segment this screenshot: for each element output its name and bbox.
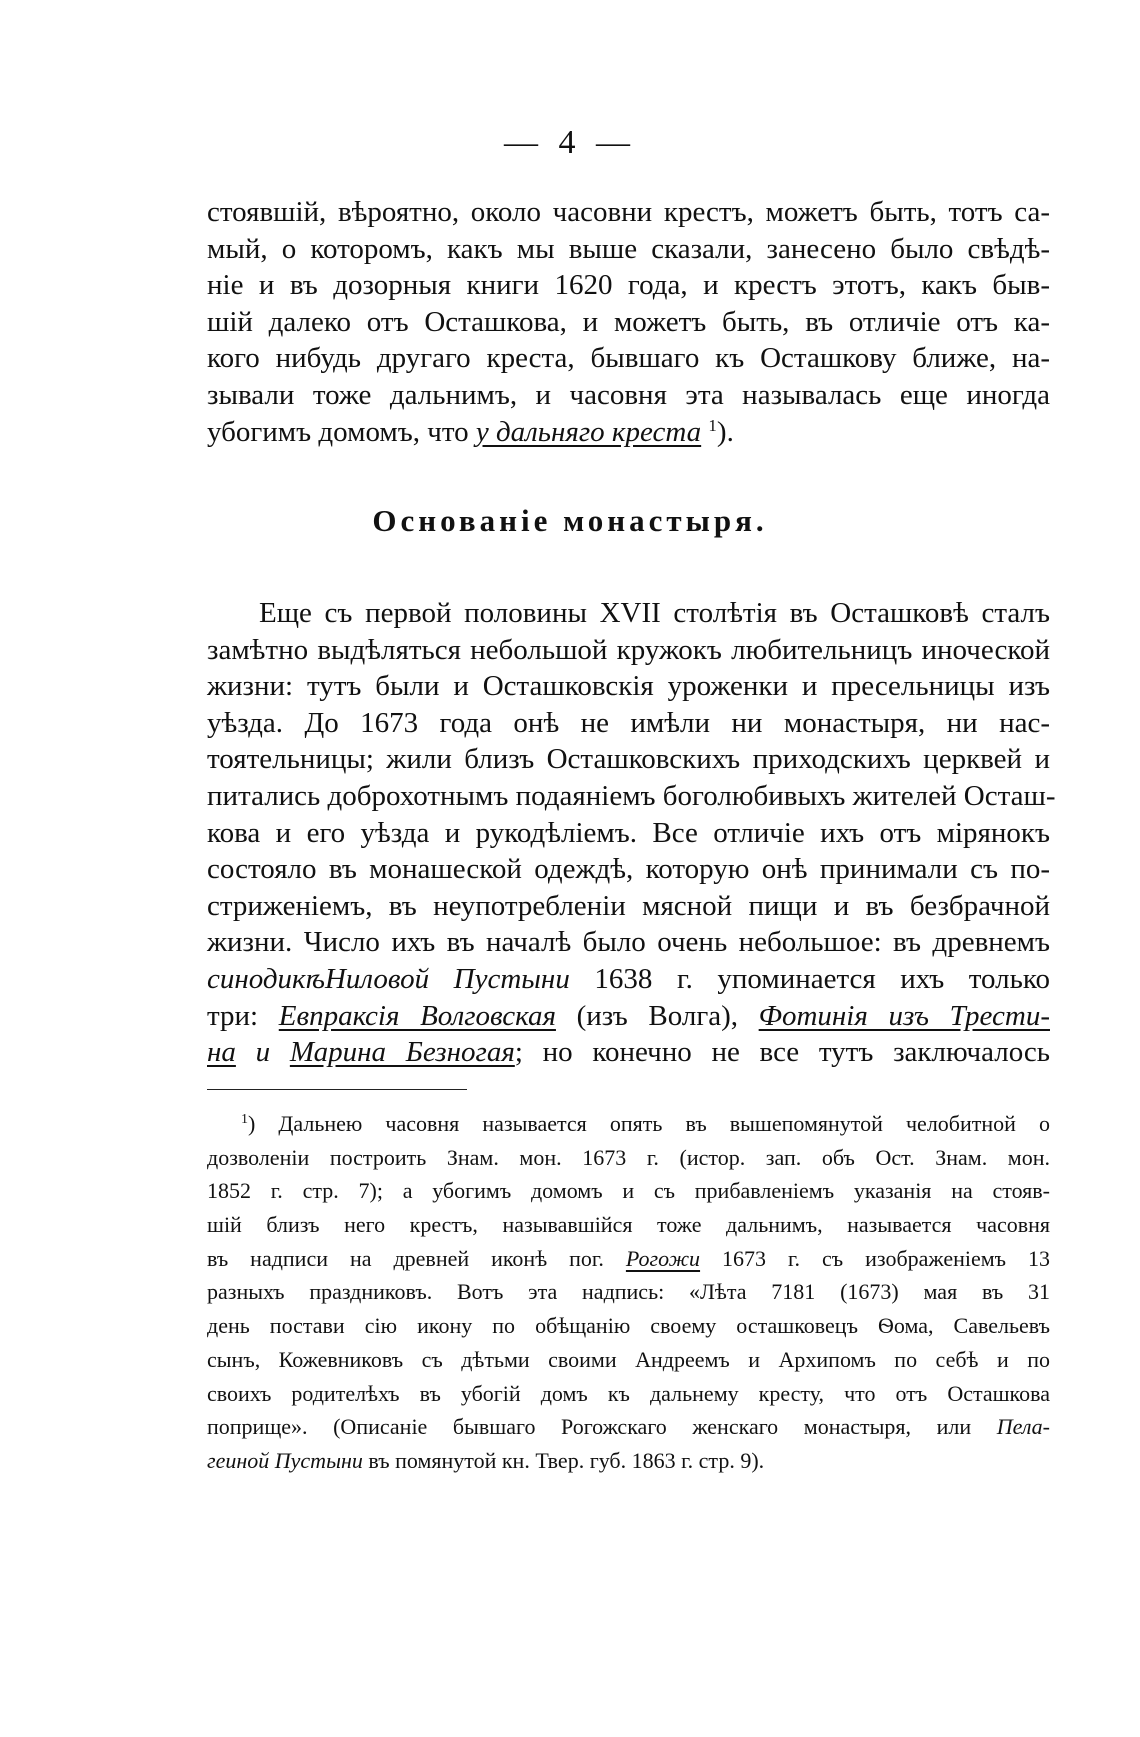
- italic-name: Фотинія изъ Трести-: [758, 999, 1050, 1032]
- text-line: жизни: тутъ были и Осташковскія уроженки и пресельницы изъ: [207, 670, 1050, 703]
- italic-name: Марина Безногая: [289, 1036, 515, 1069]
- italic-phrase: у дальняго креста: [475, 415, 702, 448]
- italic-conjunction: и: [255, 1036, 271, 1069]
- text-line: своихъ родителѣхъ въ убогій домъ къ дальнему кресту, что отъ Осташкова: [207, 1380, 1050, 1406]
- text-segment: поприще». (Описаніе бывшаго Рогожскаго женскаго монастыря, или: [207, 1414, 972, 1440]
- text-line: [207, 414, 1050, 451]
- footnote-marker: 1: [241, 1112, 248, 1127]
- text-line: [207, 1242, 1050, 1276]
- text-line: разныхъ праздниковъ. Вотъ эта надпись: «Лѣта 7181 (1673) мая въ 31: [207, 1279, 1050, 1305]
- text-line: день постави сію икону по обѣщанію своему осташковецъ Ѳома, Савельевъ: [207, 1313, 1050, 1339]
- text-line: [207, 1034, 1050, 1071]
- text-line: замѣтно выдѣляться небольшой кружокъ любительницъ иноческой: [207, 633, 1050, 666]
- footnote-reference: 1: [708, 415, 717, 435]
- text-segment: три:: [207, 999, 259, 1032]
- text-line: мый, о которомъ, какъ мы выше сказали, занесено было свѣдѣ-: [207, 232, 1050, 265]
- text-line: тоятельницы; жили близъ Осташковскихъ приходскихъ церквей и: [207, 743, 1050, 776]
- text-line: зывали тоже дальнимъ, и часовня эта называлась еще иногда: [207, 378, 1050, 411]
- text-line: питались доброхотнымъ подаяніемъ боголюбивыхъ жителей Осташ-: [207, 779, 1056, 812]
- text-segment: убогимъ домомъ, что: [207, 415, 469, 448]
- text-line: кова и его уѣзда и рукодѣліемъ. Все отличіе ихъ отъ мірянокъ: [207, 816, 1050, 849]
- text-line: жизни. Число ихъ въ началѣ было очень небольшое: въ древнемъ: [207, 926, 1050, 959]
- italic-name: Евпраксія Волговская: [278, 999, 556, 1032]
- text-line: 1852 г. стр. 7); а убогимъ домомъ и съ прибавленіемъ указанія на стояв-: [207, 1178, 1050, 1204]
- footnote: [207, 1107, 1050, 1478]
- text-line: ніе и въ дозорныя книги 1620 года, и крестъ этотъ, какъ быв-: [207, 269, 1050, 302]
- text-segment: (изъ Волга),: [576, 999, 738, 1032]
- italic-name: Пела-: [996, 1414, 1051, 1440]
- paragraph-continuation: [207, 194, 1050, 450]
- text-segment: въ надписи на древней иконѣ пог.: [207, 1245, 604, 1271]
- text-line: Еще съ первой половины XVII столѣтія въ Осташковѣ сталъ: [259, 597, 1050, 629]
- footnote-divider: [207, 1089, 467, 1090]
- text-line: [207, 1107, 1050, 1141]
- text-line: [207, 1410, 1050, 1444]
- text-line: дозволеніи построить Знам. мон. 1673 г. (истор. зап. объ Ост. Знам. мон.: [207, 1144, 1050, 1170]
- text-segment: ).: [716, 415, 734, 448]
- text-line: сынъ, Кожевниковъ съ дѣтьми своими Андреемъ и Архипомъ по себѣ и по: [207, 1346, 1050, 1372]
- text-line: стриженіемъ, въ неупотребленіи мясной пищи и въ безбрачной: [207, 889, 1050, 922]
- italic-name: на: [207, 1036, 236, 1069]
- section-heading: Основаніе монастыря.: [372, 503, 768, 538]
- text-line: шій близъ него крестъ, называвшійся тоже дальнимъ, называется часовня: [207, 1212, 1050, 1238]
- text-line: шій далеко отъ Осташкова, и можетъ быть, въ отличіе отъ ка-: [207, 305, 1050, 338]
- text-line: [207, 1444, 1050, 1478]
- text-segment: 1638 г. упоминается ихъ только: [594, 962, 1050, 995]
- italic-phrase: синодикѣНиловой Пустыни: [207, 962, 570, 995]
- text-segment: ) Дальнею часовня называется опять въ вышепомянутой челобитной о: [248, 1111, 1050, 1136]
- page-number: — 4 —: [504, 124, 636, 161]
- italic-name: Рогожи: [625, 1245, 701, 1271]
- text-line: [207, 998, 1050, 1035]
- text-segment: въ помянутой кн. Твер. губ. 1863 г. стр. 9).: [368, 1447, 765, 1473]
- text-segment: ; но конечно не все тутъ заключалось: [514, 1036, 1051, 1069]
- text-line: состояло въ монашеской одеждѣ, которую онѣ принимали съ по-: [207, 853, 1050, 886]
- main-paragraph: [207, 595, 1056, 1071]
- text-line: [207, 961, 1050, 998]
- text-line: уѣзда. До 1673 года онѣ не имѣли ни монастыря, ни нас-: [207, 706, 1050, 739]
- italic-name: геиной Пустыни: [207, 1447, 363, 1473]
- text-line: стоявшій, вѣроятно, около часовни крестъ, можетъ быть, тотъ са-: [207, 196, 1050, 228]
- text-line: кого нибудь другаго креста, бывшаго къ Осташкову ближе, на-: [207, 342, 1050, 375]
- text-segment: 1673 г. съ изображеніемъ 13: [722, 1245, 1050, 1271]
